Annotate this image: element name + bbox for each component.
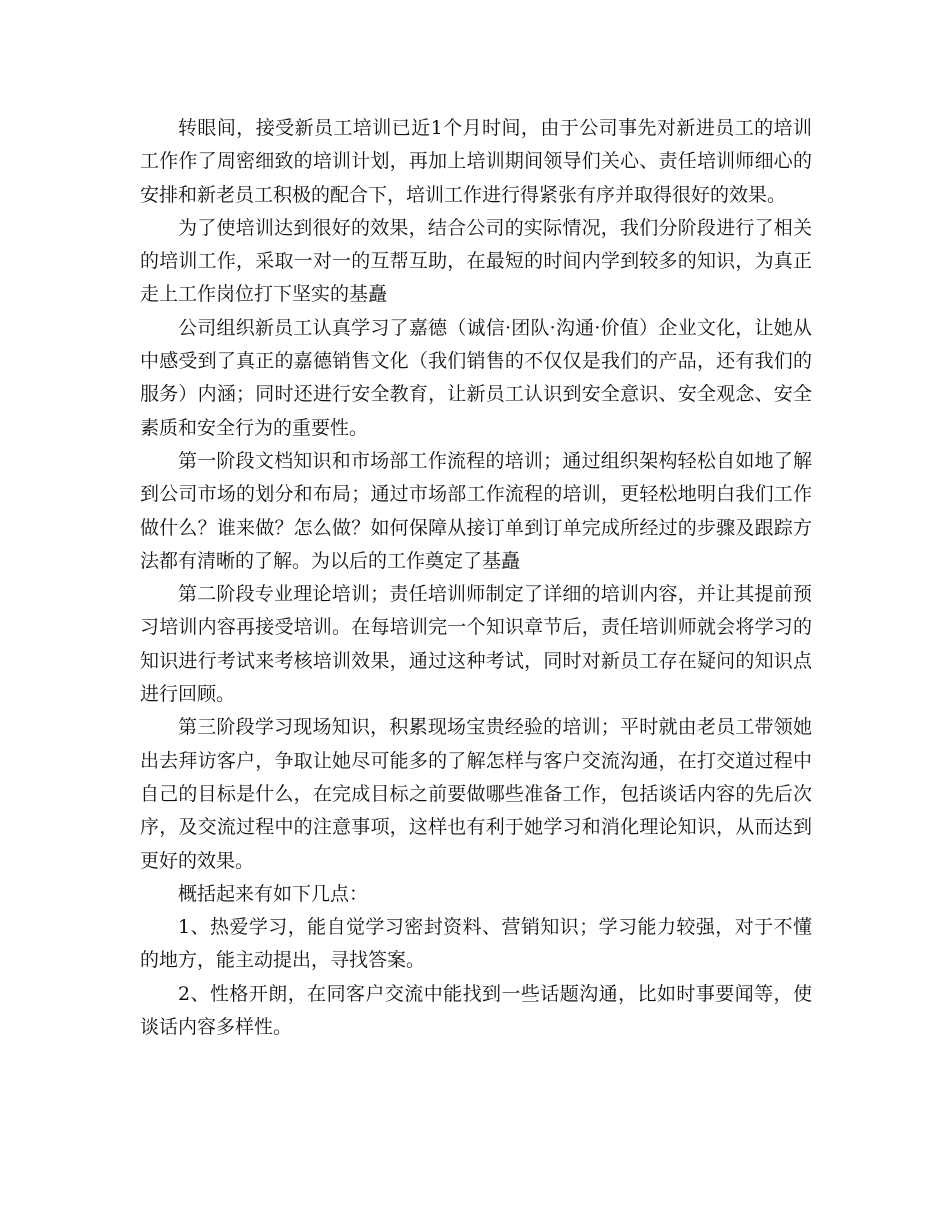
paragraph-culture: 公司组织新员工认真学习了嘉德（诚信·团队·沟通·价值）企业文化，让她从中感受到了真正的嘉德销售文化（我们销售的不仅仅是我们的产品，还有我们的服务）内涵；同时还进行安全教育，让新员工认识到安全意识、安全观念、安全素质和安全行为的重要性。 — [140, 316, 812, 439]
paragraph-stage-one: 第一阶段文档知识和市场部工作流程的培训；通过组织架构轻松自如地了解到公司市场的划分和布局；通过市场部工作流程的培训，更轻松地明白我们工作做什么？谁来做？怎么做？如何保障从接订单到订单完成所经过的步骤及跟踪方法都有清晰的了解。为以后的工作奠定了基矗 — [140, 449, 812, 572]
paragraph-summary-heading: 概括起来有如下几点： — [178, 882, 369, 905]
list-item-point-1: 1、热爱学习，能自觉学习密封资料、营销知识；学习能力较强，对于不懂的地方，能主动提出，寻找答案。 — [140, 916, 812, 972]
paragraph-intro: 转眼间，接受新员工培训已近1个月时间，由于公司事先对新进员工的培训工作作了周密细致的培训计划，再加上培训期间领导们关心、责任培训师细心的安排和新老员工积极的配合下，培训工作进行得紧张有序并取得很好的效果。 — [140, 117, 812, 206]
document-body — [140, 112, 812, 1044]
paragraph-stage-two: 第二阶段专业理论培训；责任培训师制定了详细的培训内容，并让其提前预习培训内容再接受培训。在每培训完一个知识章节后，责任培训师就会将学习的知识进行考试来考核培训效果，通过这种考试，同时对新员工存在疑问的知识点进行回顾。 — [140, 583, 812, 706]
paragraph-approach: 为了使培训达到很好的效果，结合公司的实际情况，我们分阶段进行了相关的培训工作，采取一对一的互帮互助，在最短的时间内学到较多的知识，为真正走上工作岗位打下坚实的基矗 — [140, 216, 812, 306]
paragraph-stage-three: 第三阶段学习现场知识，积累现场宝贵经验的培训；平时就由老员工带领她出去拜访客户，争取让她尽可能多的了解怎样与客户交流沟通，在打交道过程中自己的目标是什么，在完成目标之前要做哪些准备工作，包括谈话内容的先后次序，及交流过程中的注意事项，这样也有利于她学习和消化理论知识，从而达到更好的效果。 — [140, 716, 812, 872]
list-item-point-2: 2、性格开朗，在同客户交流中能找到一些话题沟通，比如时事要闻等，使谈话内容多样性。 — [140, 982, 812, 1039]
